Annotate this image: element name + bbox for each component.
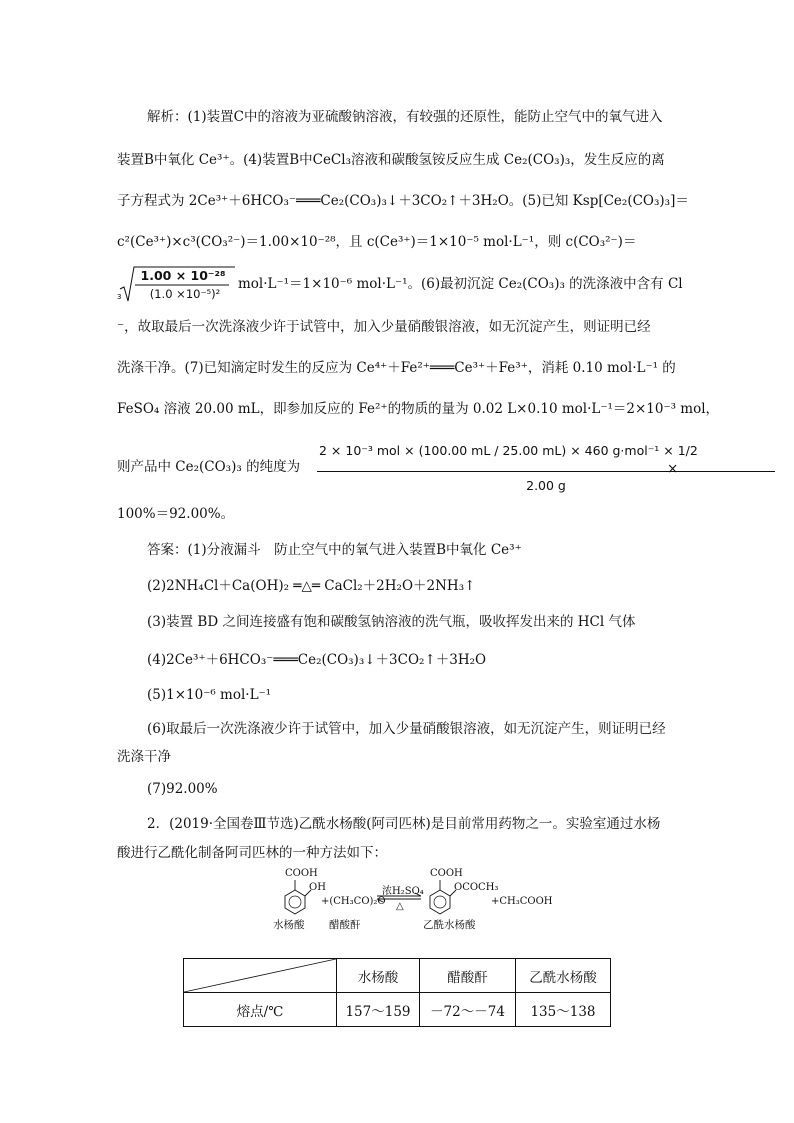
sqrt-expression <box>117 265 237 305</box>
svg-text:3: 3 <box>117 293 122 301</box>
table-row-label: 熔点/℃ <box>184 993 337 1027</box>
answer-6-line-1: (6)取最后一次洗涤液少许于试管中，加入少量硝酸银溶液，如无沉淀产生，则证明已经 <box>147 721 666 737</box>
reactant2: +(CH₃CO)₂O <box>321 896 386 907</box>
table-header: 醋酸酐 <box>420 959 516 993</box>
table-cell: －72～－74 <box>420 993 516 1027</box>
answer-2: (2)2NH₄Cl＋Ca(OH)₂ ═△═ CaCl₂＋2H₂O＋2NH₃↑ <box>147 578 476 594</box>
answer-6-line-2: 洗涤干净 <box>117 749 171 765</box>
purity-denominator: 2.00 g <box>526 478 566 493</box>
answer-5: (5)1×10⁻⁶ mol·L⁻¹ <box>147 687 272 703</box>
answer-1: 答案：(1)分液漏斗 防止空气中的氧气进入装置B中氧化 Ce³⁺ <box>147 542 522 558</box>
analysis-line-7: 洗涤干净。(7)已知滴定时发生的反应为 Ce⁴⁺＋Fe²⁺═══Ce³⁺＋Fe³⁺，消耗 0.10 mol·L⁻¹ 的 <box>117 360 676 376</box>
table-header: 水杨酸 <box>337 959 420 993</box>
analysis-line-5: mol·L⁻¹＝1×10⁻⁶ mol·L⁻¹。(6)最初沉淀 Ce₂(CO₃)₃ 的洗涤液中含有 Cl <box>238 276 683 292</box>
reaction-scheme <box>265 864 555 930</box>
table-header-row <box>184 959 611 993</box>
purity-lead-text: 则产品中 Ce₂(CO₃)₃ 的纯度为 <box>117 459 301 475</box>
root-numerator: 1.00 × 10⁻²⁸ <box>140 268 226 283</box>
analysis-line-6: ⁻，故取最后一次洗涤液少许于试管中，加入少量硝酸银溶液，如无沉淀产生，则证明已经 <box>117 319 651 335</box>
reactant2-name: 醋酸酐 <box>329 919 361 931</box>
reactant1-name: 水杨酸 <box>273 919 305 931</box>
condition-top: 浓H₂SO₄ <box>382 886 424 897</box>
analysis-line-2: 装置B中氧化 Ce³⁺。(4)装置B中CeCl₃溶液和碳酸氢铵反应生成 Ce₂(CO₃)₃，发生反应的离 <box>117 152 665 168</box>
table-cell: 135～138 <box>516 993 611 1027</box>
table-header: 乙酰水杨酸 <box>516 959 611 993</box>
diagonal-line <box>184 959 336 992</box>
numerator-text: 2 × 10⁻³ mol × (100.00 mL / 25.00 mL) × 460 g·mol⁻¹ × 1/2 <box>319 443 698 458</box>
product1-ococh3: OCOCH₃ <box>454 882 499 893</box>
melting-point-table <box>183 958 611 1027</box>
reactant1-cooh: COOH <box>285 868 318 879</box>
table-corner-cell <box>184 959 337 993</box>
question-2-line-1: 2．(2019·全国卷Ⅲ节选)乙酰水杨酸(阿司匹林)是目前常用药物之一。实验室通过水杨 <box>147 816 661 832</box>
fraction-bar <box>317 471 775 472</box>
analysis-line-1: 解析：(1)装置C中的溶液为亚硫酸钠溶液，有较强的还原性，能防止空气中的氧气进入 <box>147 109 663 125</box>
question-2-line-2: 酸进行乙酰化制备阿司匹林的一种方法如下： <box>117 845 387 861</box>
purity-expression <box>117 433 698 493</box>
product1-name: 乙酰水杨酸 <box>423 919 476 931</box>
analysis-line-10: 100%＝92.00%。 <box>117 506 235 522</box>
product1-cooh: COOH <box>430 868 463 879</box>
analysis-line-8: FeSO₄ 溶液 20.00 mL，即参加反应的 Fe²⁺的物质的量为 0.02 L×0.10 mol·L⁻¹＝2×10⁻³ mol， <box>117 401 720 417</box>
condition-bottom: △ <box>396 901 404 912</box>
purity-numerator <box>317 433 775 463</box>
analysis-line-4: c²(Ce³⁺)×c³(CO₃²⁻)＝1.00×10⁻²⁸，且 c(Ce³⁺)＝1×10⁻⁵ mol·L⁻¹，则 c(CO₃²⁻)＝ <box>117 234 637 250</box>
answer-7: (7)92.00% <box>147 781 218 797</box>
purity-tail: × <box>667 461 679 477</box>
product2: +CH₃COOH <box>491 896 553 907</box>
answer-3: (3)装置 BD 之间连接盛有饱和碳酸氢钠溶液的洗气瓶，吸收挥发出来的 HCl 气体 <box>147 614 636 630</box>
analysis-line-3: 子方程式为 2Ce³⁺＋6HCO₃⁻═══Ce₂(CO₃)₃↓＋3CO₂↑＋3H₂O。(5)已知 Ksp[Ce₂(CO₃)₃]＝ <box>117 193 689 209</box>
root-denominator: (1.0 ×10⁻⁵)² <box>149 287 221 301</box>
answer-4: (4)2Ce³⁺＋6HCO₃⁻═══Ce₂(CO₃)₃↓＋3CO₂↑＋3H₂O <box>147 652 487 668</box>
table-row <box>184 993 611 1027</box>
reactant1-oh: OH <box>309 882 326 893</box>
table-cell: 157～159 <box>337 993 420 1027</box>
